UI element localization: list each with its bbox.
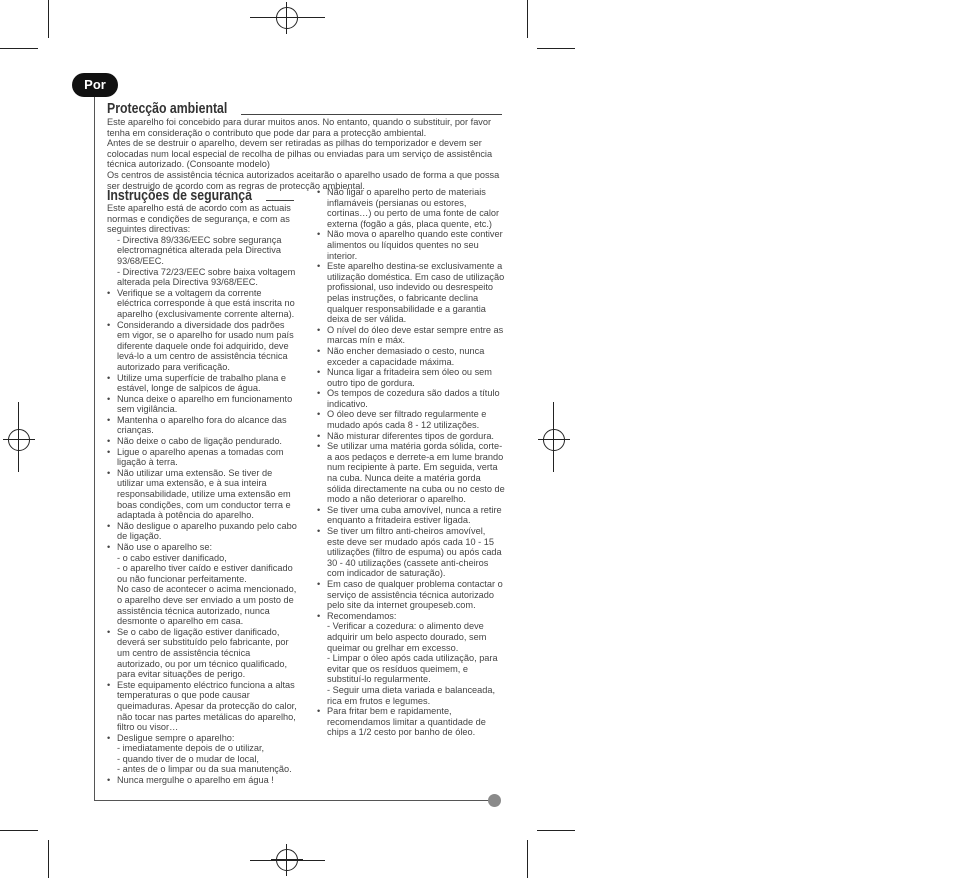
unplug-always-lead: • Desligue sempre o aparelho: xyxy=(117,732,235,743)
recommend-lead: • Recomendamos: xyxy=(327,610,397,621)
safety-bullet: • Se o cabo de ligação estiver danificado, deverá ser substituído pelo fabricante, por um centro de assistência técnica autorizado, ou por um técnico qualificado, para evitar situações de perigo. xyxy=(107,627,297,680)
env-paragraph: Este aparelho foi concebido para durar muitos anos. No entanto, quando o substituir, por favor tenha em consideração o contributo que pode dar para a protecção ambiental. xyxy=(107,117,492,138)
directive-item: - Directiva 72/23/EEC sobre baixa voltagem alterada pela Directiva 93/68/EEC. xyxy=(117,266,296,288)
safety-bullet: • Este aparelho destina-se exclusivamente a utilização doméstica. Em caso de utilização profissional, uso indevido ou desrespeito pelas instruções, o fabricante declina qualquer responsabilidade e a garantia deixa de ser válida. xyxy=(317,261,505,325)
safety-bullet: • Os tempos de cozedura são dados a título indicativo. xyxy=(317,388,505,409)
crop-mark xyxy=(0,48,38,49)
crop-mark xyxy=(527,0,528,38)
env-heading: Protecção ambiental xyxy=(107,100,228,117)
env-paragraph: Os centros de assistência técnica autorizados aceitarão o aparelho usado de forma a que possa ser destruido de acordo com as regras de protecção ambiental. xyxy=(107,169,500,191)
recommend-item: - Verificar a cozedura: o alimento deve adquirir um belo aspecto dourado, sem queimar ou grelhar em excesso. xyxy=(327,621,487,653)
safety-bullet: • Considerando a diversidade dos padrões em vigor, se o aparelho for usado num país diferente daquele onde foi adquirido, deve levá-lo a um centro de assistência técnica autorizado para verificação. xyxy=(107,320,297,373)
safety-left-column xyxy=(107,203,297,786)
safety-bullet: • Mantenha o aparelho fora do alcance das crianças. xyxy=(107,415,297,436)
recommend-item: - Limpar o óleo após cada utilização, para evitar que os resíduos queimem, e substituí-lo regularmente. xyxy=(327,653,498,685)
safety-bullet xyxy=(317,611,505,706)
unplug-always-item: - antes de o limpar ou da sua manutenção. xyxy=(117,764,292,775)
env-text xyxy=(107,117,503,191)
crop-mark xyxy=(48,840,49,878)
safety-bullet: • Não desligue o aparelho puxando pelo cabo de ligação. xyxy=(107,521,297,542)
unplug-when-item: - o aparelho tiver caído e estiver danificado ou não funcionar perfeitamente. xyxy=(117,563,293,584)
unplug-when-item: - o cabo estiver danificado, xyxy=(117,552,227,563)
safety-bullet: • Nunca mergulhe o aparelho em água ! xyxy=(107,775,297,786)
unplug-when-lead: • Não use o aparelho se: xyxy=(117,542,213,552)
language-badge: Por xyxy=(72,73,118,97)
safety-bullet: • Este equipamento eléctrico funciona a altas temperaturas o que pode causar queimaduras. Apesar da protecção do calor, não tocar nas partes metálicas do aparelho, filtro ou visor… xyxy=(107,680,297,733)
crop-mark xyxy=(537,48,575,49)
directive-item: - Directiva 89/336/EEC sobre segurança electromagnética alterada pela Directiva 93/68/EEC. xyxy=(117,234,282,266)
registration-mark xyxy=(271,2,303,34)
safety-bullet: • Não deixe o cabo de ligação pendurado. xyxy=(107,436,297,447)
unplug-always-item: - quando tiver de o mudar de local, xyxy=(117,753,259,764)
safety-bullet: • Se utilizar uma matéria gorda sólida, corte-a aos pedaços e derrete-a em lume brando num recipiente à parte. Em seguida, verta na cuba. Nunca deite a matéria gorda sólida directamente na cuba ou no cesto de modo a não deteriorar o aparelho. xyxy=(317,441,505,505)
recommend-item: - Seguir uma dieta variada e balanceada, rica em frutos e legumes. xyxy=(327,684,496,706)
safety-bullet: • Não encher demasiado o cesto, nunca exceder a capacidade máxima. xyxy=(317,346,505,367)
registration-mark xyxy=(271,844,303,876)
safety-bullet: • Não utilizar uma extensão. Se tiver de utilizar uma extensão, e à sua inteira responsabilidade, utilize uma extensão em boas condições, com um conductor terra e adaptada à potência do aparelho. xyxy=(107,468,297,521)
safety-bullet-list xyxy=(107,288,297,786)
crop-mark xyxy=(537,830,575,831)
registration-mark xyxy=(538,424,570,456)
safety-bullet: • Se tiver um filtro anti-cheiros amovível, este deve ser mudado após cada 10 - 15 utilizações (filtro de espuma) ou após cada 30 - 40 utilizações (cassete anti-cheiros com indicador de saturação). xyxy=(317,526,505,579)
safety-bullet: • Nunca ligar a fritadeira sem óleo ou sem outro tipo de gordura. xyxy=(317,367,505,388)
safety-bullet: • Em caso de qualquer problema contactar o serviço de assistência técnica autorizado pelo site da internet groupeseb.com. xyxy=(317,579,505,611)
safety-bullet: • Para fritar bem e rapidamente, recomendamos limitar a quantidade de chips a 1/2 cesto por banho de óleo. xyxy=(317,706,505,738)
page-frame-left xyxy=(94,86,95,800)
safety-bullet: • Não mova o aparelho quando este contiver alimentos ou líquidos quentes no seu interior. xyxy=(317,229,505,261)
safety-right-column xyxy=(317,187,505,738)
safety-bullet: • O nível do óleo deve estar sempre entre as marcas mín e máx. xyxy=(317,325,505,346)
safety-bullet: • Se tiver uma cuba amovível, nunca a retire enquanto a fritadeira estiver ligada. xyxy=(317,505,505,526)
crop-mark xyxy=(48,0,49,38)
env-paragraph: Antes de se destruir o aparelho, devem ser retiradas as pilhas do temporizador e devem ser colocadas num local especial de recolha de pilhas ou enviadas para um serviço de assistência técnica autorizado. (Consoante modelo) xyxy=(107,138,493,170)
unplug-when-item: No caso de acontecer o acima mencionado, o aparelho deve ser enviado a um posto de assistência técnica autorizado, nunca desmonte o aparelho em casa. xyxy=(117,584,297,627)
crop-mark xyxy=(527,840,528,878)
safety-intro: Este aparelho está de acordo com as actuais normas e condições de segurança, e com as seguintes directivas: xyxy=(107,203,291,235)
page-frame-bottom xyxy=(94,800,498,801)
safety-heading: Instruções de segurança xyxy=(107,187,252,204)
safety-bullet xyxy=(107,542,297,627)
safety-bullet: • Utilize uma superfície de trabalho plana e estável, longe de salpicos de água. xyxy=(107,373,297,394)
registration-mark xyxy=(3,424,35,456)
safety-bullet: • Não misturar diferentes tipos de gordura. xyxy=(317,431,505,442)
unplug-always-item: - imediatamente depois de o utilizar, xyxy=(117,743,265,754)
safety-bullet-list xyxy=(317,187,505,738)
env-heading-rule xyxy=(241,114,502,115)
page-marker-dot xyxy=(488,794,501,807)
safety-bullet xyxy=(107,733,297,775)
safety-bullet: • Nunca deixe o aparelho em funcionamento sem vigilância. xyxy=(107,394,297,415)
crop-mark xyxy=(0,830,38,831)
safety-bullet: • Ligue o aparelho apenas a tomadas com ligação à terra. xyxy=(107,447,297,468)
safety-heading-rule xyxy=(266,200,294,201)
safety-bullet: • Não ligar o aparelho perto de materiais inflamáveis (persianas ou estores, cortinas…) ou perto de uma fonte de calor externa (fogão a gás, placa quente, etc.) xyxy=(317,187,505,229)
safety-bullet: • Verifique se a voltagem da corrente eléctrica corresponde à que está inscrita no aparelho (exclusivamente corrente alterna). xyxy=(107,288,297,320)
safety-bullet: • O óleo deve ser filtrado regularmente e mudado após cada 8 - 12 utilizações. xyxy=(317,409,505,430)
